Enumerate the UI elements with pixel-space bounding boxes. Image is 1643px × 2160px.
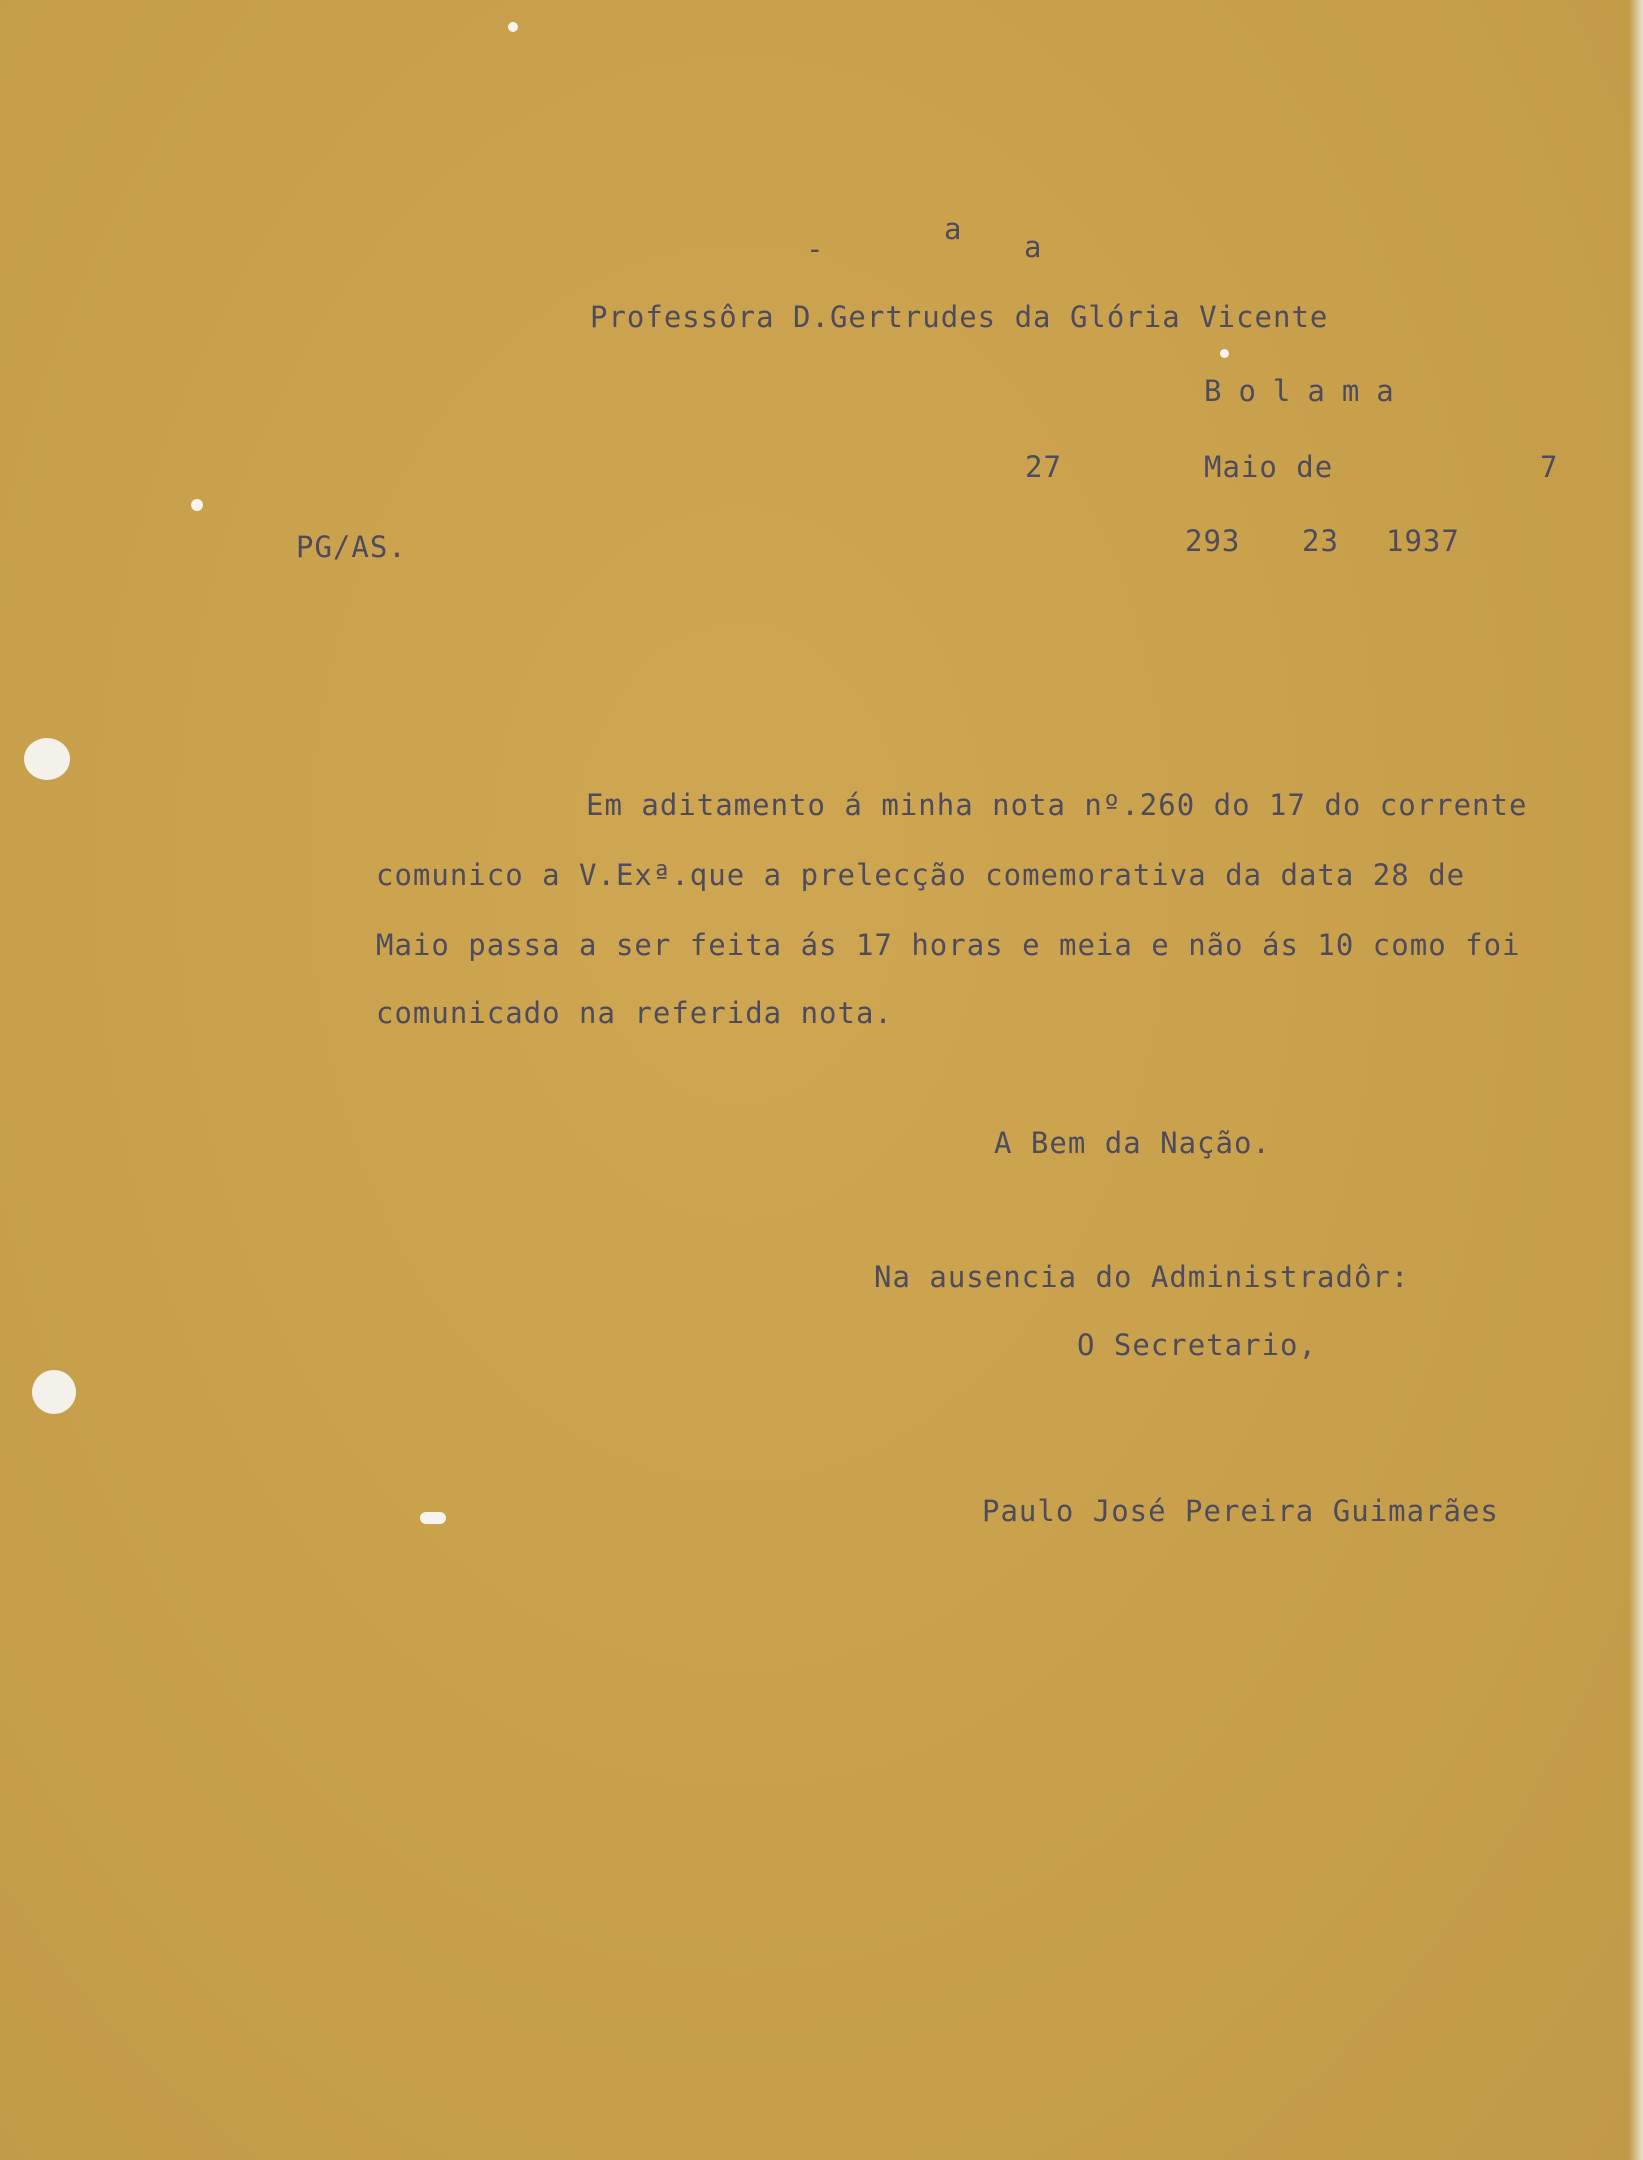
- paper-speck: [508, 22, 518, 32]
- date-day: 27: [1025, 450, 1062, 484]
- dash-mark: -: [806, 232, 825, 266]
- header-mark: a: [944, 212, 963, 246]
- date-month: Maio de: [1204, 450, 1334, 484]
- reference-number: 293: [1185, 524, 1241, 558]
- body-line: comunicado na referida nota.: [376, 996, 893, 1030]
- signatory-name: Paulo José Pereira Guimarães: [982, 1494, 1499, 1528]
- punch-hole-top: [24, 738, 70, 780]
- page-edge: [1629, 0, 1643, 2160]
- recipient-line: Professôra D.Gertrudes da Glória Vicente: [590, 300, 1329, 334]
- secretary-title: O Secretario,: [1077, 1328, 1317, 1362]
- punch-hole-bottom: [32, 1370, 76, 1414]
- reference-number-2: 23: [1302, 524, 1339, 558]
- salutation: A Bem da Nação.: [994, 1126, 1271, 1160]
- body-line: comunico a V.Exª.que a prelecção comemorativa da data 28 de: [376, 858, 1466, 892]
- paper-speck: [1220, 349, 1229, 358]
- date-digit: 7: [1540, 450, 1559, 484]
- paper-speck: [420, 1512, 446, 1524]
- header-mark: a: [1024, 230, 1043, 264]
- paper-speck: [191, 499, 203, 511]
- reference-code: PG/AS.: [296, 530, 407, 564]
- body-line: Em aditamento á minha nota nº.260 do 17 do corrente: [586, 788, 1528, 822]
- body-line: Maio passa a ser feita ás 17 horas e meia e não ás 10 como foi: [376, 928, 1521, 962]
- absence-line: Na ausencia do Administradôr:: [874, 1260, 1410, 1294]
- place-line: Bolama: [1204, 374, 1411, 408]
- reference-year: 1937: [1386, 524, 1460, 558]
